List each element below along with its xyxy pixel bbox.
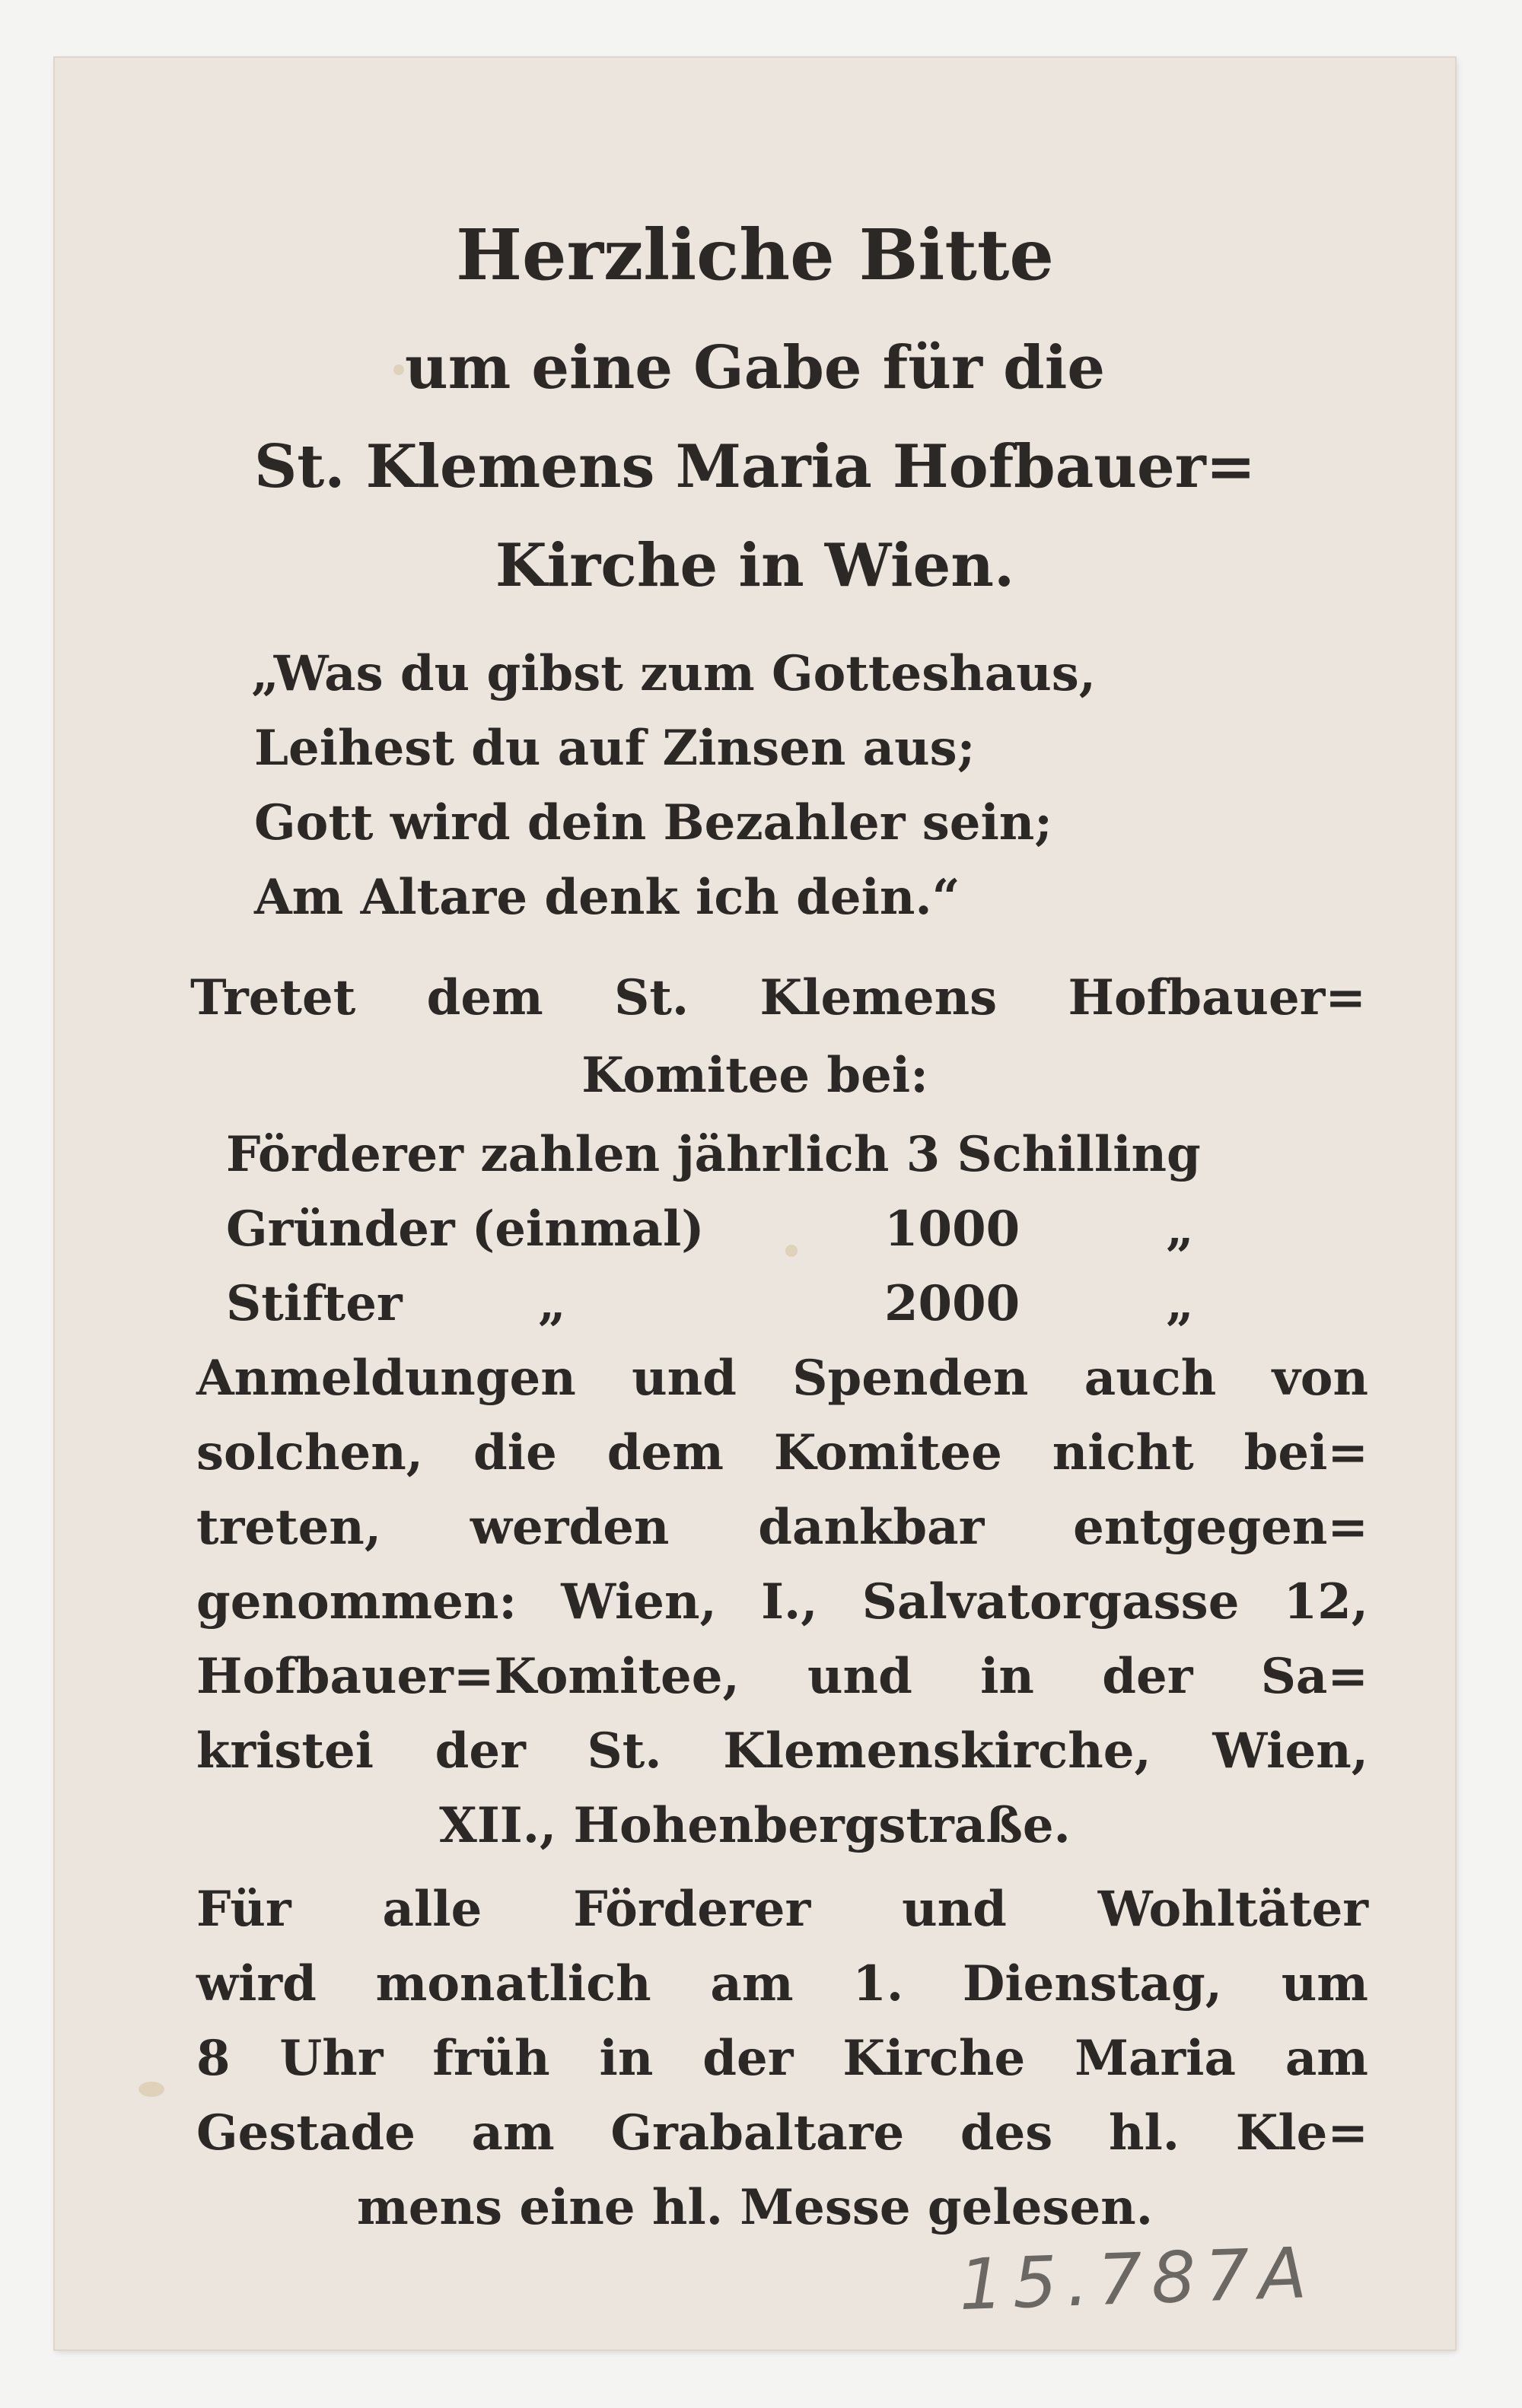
registration-line-5: Hofbauer=Komitee, und in der Sa= [196, 1648, 1368, 1705]
membership-gruender-unit: „ [1166, 1201, 1194, 1258]
poem-line-3: Gott wird dein Bezahler sein; [254, 794, 1052, 851]
invite-line-2: Komitee bei: [581, 1047, 928, 1104]
membership-stifter-role: Stifter „ [226, 1275, 566, 1332]
card-title: Herzliche Bitte [456, 214, 1054, 296]
catalog-number: 15.787A [957, 2231, 1317, 2327]
stain-mark [139, 2082, 164, 2097]
registration-line-6: kristei der St. Klemenskirche, Wien, [196, 1722, 1368, 1780]
mass-line-2: wird monatlich am 1. Dienstag, um [196, 1955, 1368, 2012]
mass-line-5: mens eine hl. Messe gelesen. [357, 2179, 1153, 2236]
prayer-card [55, 58, 1455, 2349]
membership-gruender-amount: 1000 [884, 1201, 1021, 1258]
subtitle-line-3: Kirche in Wien. [495, 531, 1015, 600]
invite-line-1: Tretet dem St. Klemens Hofbauer= [190, 969, 1366, 1026]
poem-line-1: „Was du gibst zum Gotteshaus, [251, 645, 1097, 702]
mass-line-1: Für alle Förderer und Wohltäter [196, 1881, 1368, 1938]
subtitle-line-1: um eine Gabe für die [405, 333, 1105, 402]
stain-mark [393, 364, 404, 375]
subtitle-line-2: St. Klemens Maria Hofbauer= [253, 432, 1256, 501]
membership-foerderer: Förderer zahlen jährlich 3 Schilling [226, 1126, 1201, 1183]
membership-stifter-amount: 2000 [884, 1275, 1021, 1332]
registration-line-2: solchen, die dem Komitee nicht bei= [196, 1424, 1368, 1481]
registration-line-4: genommen: Wien, I., Salvatorgasse 12, [196, 1573, 1368, 1630]
poem-line-2: Leihest du auf Zinsen aus; [254, 720, 976, 777]
membership-gruender-role: Gründer (einmal) [226, 1201, 705, 1258]
registration-line-1: Anmeldungen und Spenden auch von [196, 1350, 1368, 1407]
mass-line-3: 8 Uhr früh in der Kirche Maria am [196, 2030, 1368, 2087]
mass-line-4: Gestade am Grabaltare des hl. Kle= [196, 2104, 1368, 2161]
registration-line-7: XII., Hohenbergstraße. [439, 1797, 1071, 1854]
registration-line-3: treten, werden dankbar entgegen= [196, 1499, 1368, 1556]
stain-mark [785, 1245, 798, 1257]
membership-stifter-unit: „ [1166, 1275, 1194, 1332]
poem-line-4: Am Altare denk ich dein.“ [254, 869, 960, 926]
